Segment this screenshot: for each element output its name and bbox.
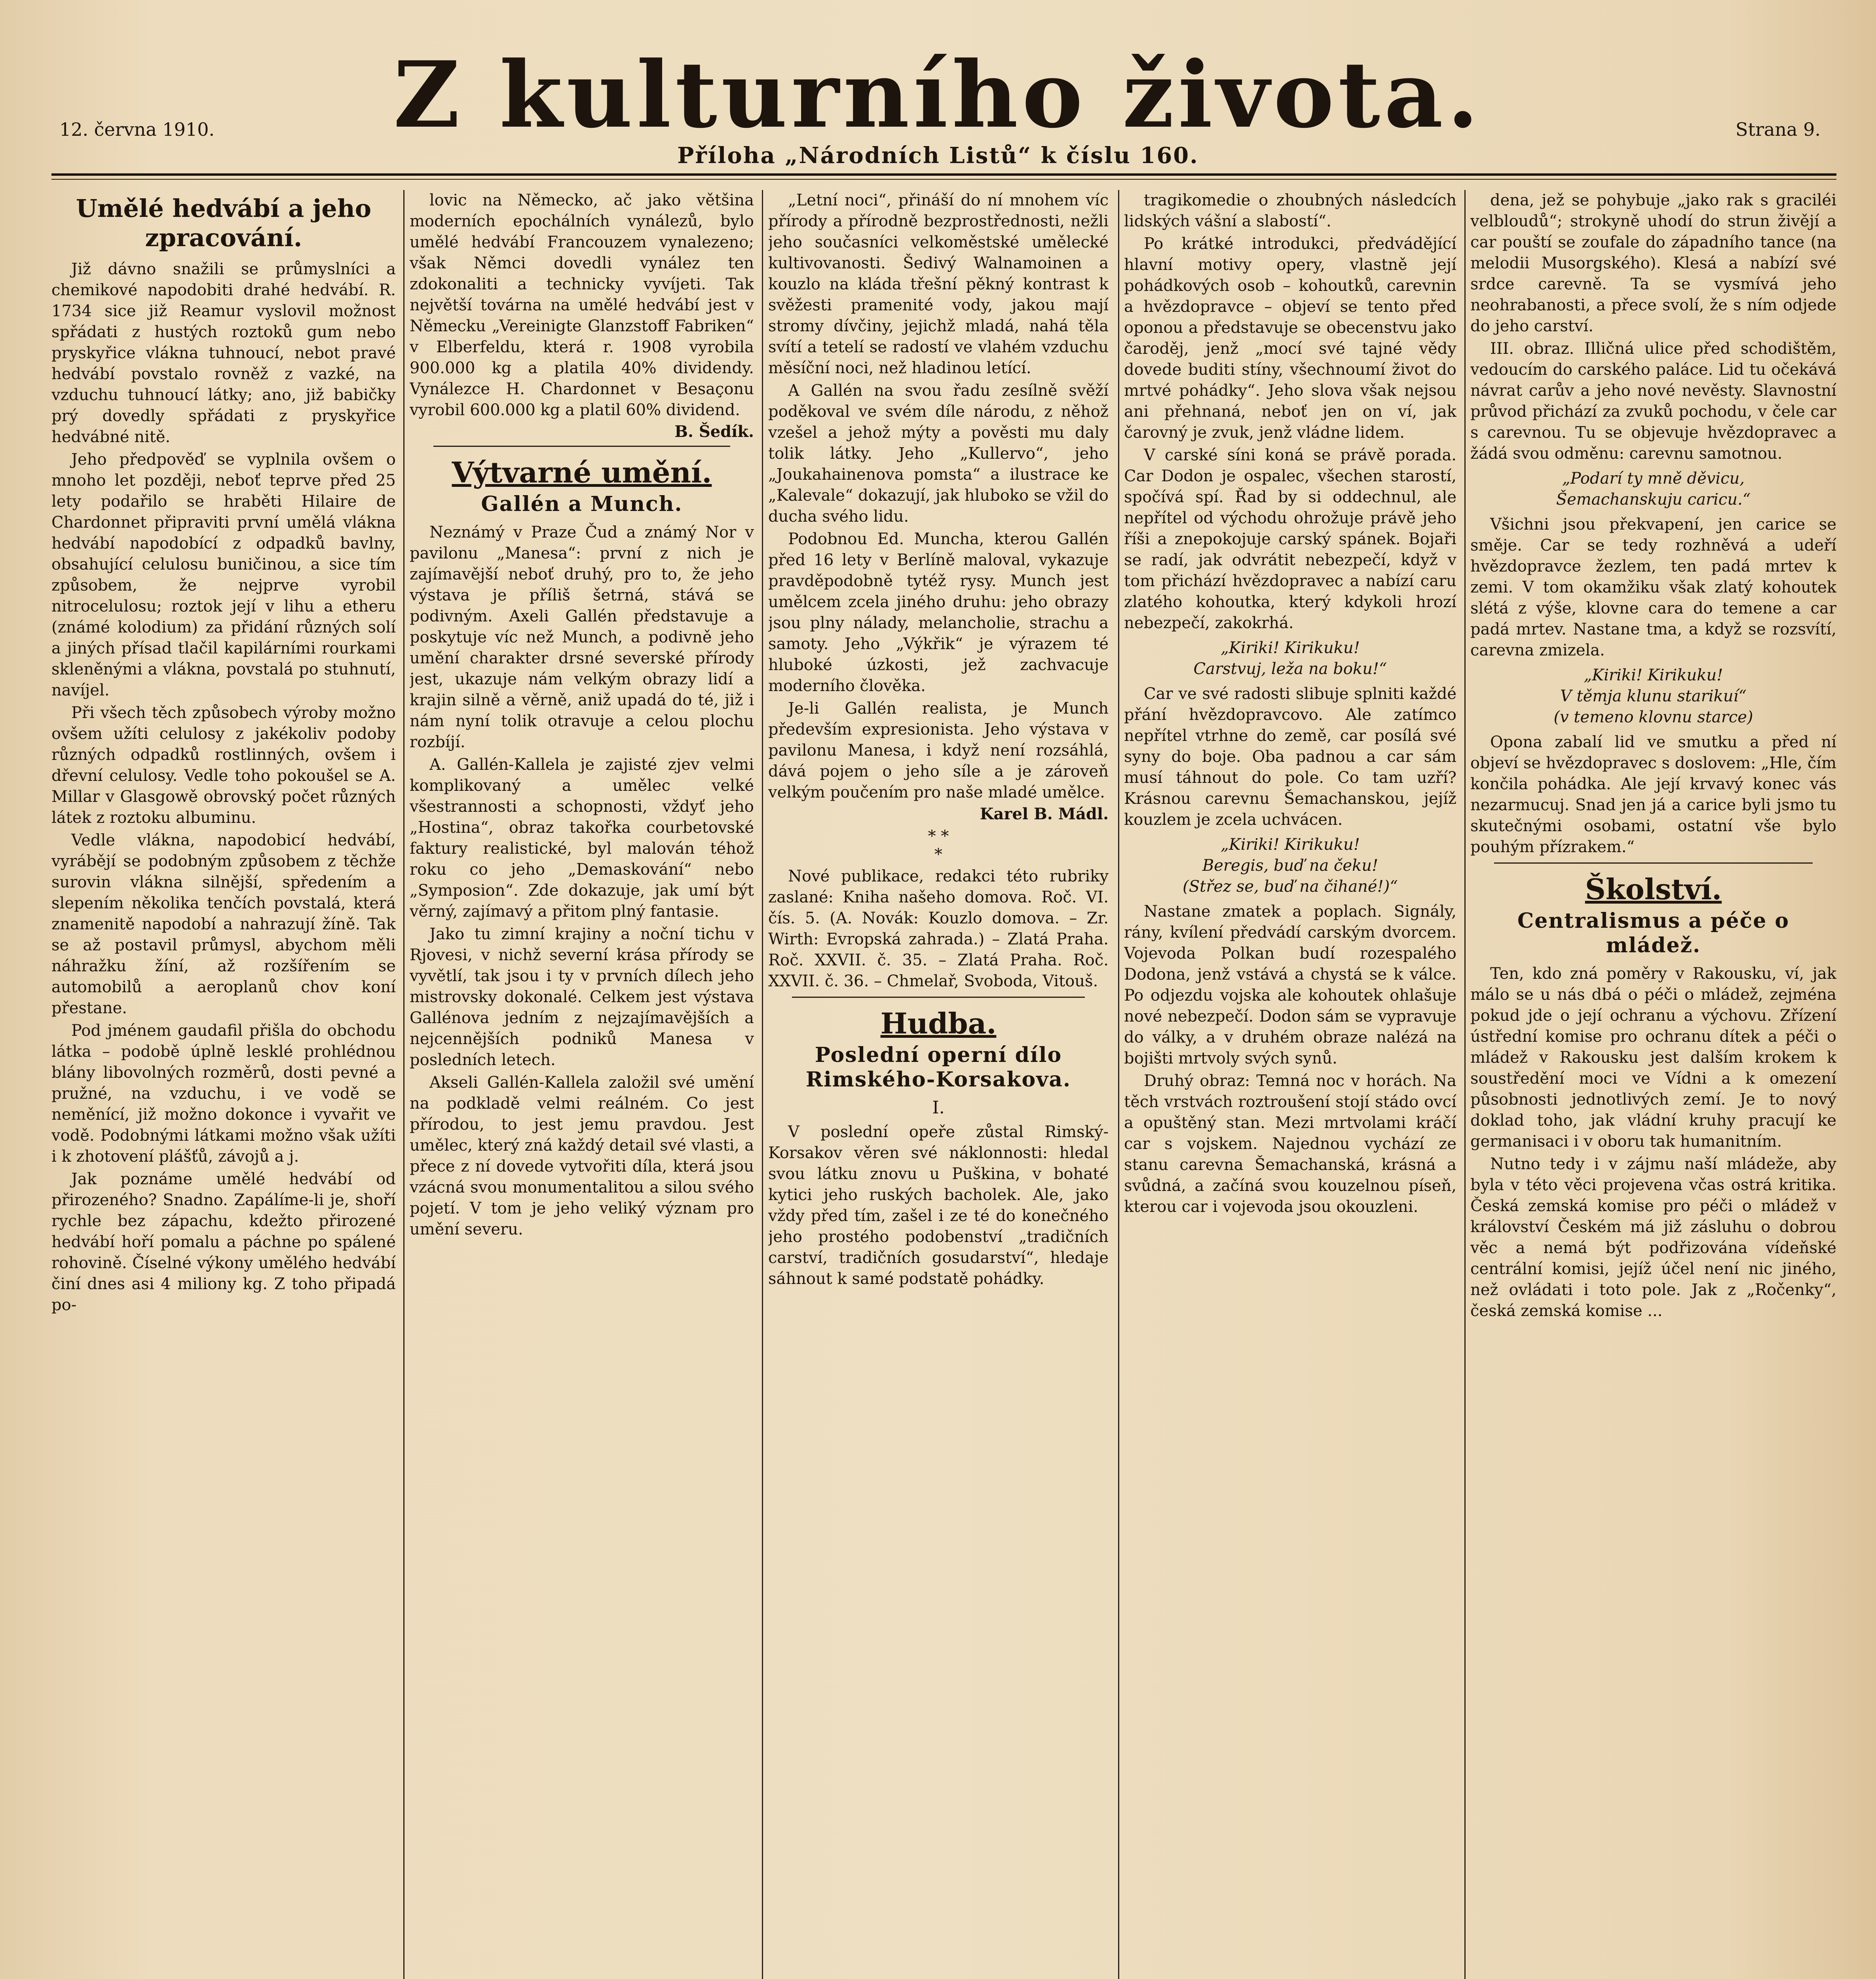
column-4 [1124, 190, 1456, 1979]
article-paragraph: Jeho předpověď se vyplnila ovšem o mnoho let později, neboť teprve před 25 lety podařilo se hraběti Hilaire de Chardonnet připraviti první umělá vlákna hedvábí napodobící z odpadků bavlny, obsahující celulosu buničinou, a sice tím způsobem, že nejprve vyrobil nitrocelulosu; roztok její v lihu a etheru (známé kolodium) za přidání různých solí a jiných přísad tlačil kapilárními rourkami skleněnými a vlákna, povstalá po stuhnutí, navíjel. [51, 450, 396, 699]
section-rule [1494, 862, 1813, 864]
article-paragraph: Podobnou Ed. Muncha, kterou Gallén před 16 lety v Berlíně maloval, vykazuje pravděpodobně tytéž rysy. Munch jest umělcem zcela jiného druhu: jeho obrazy jsou plny nálady, melancholie, strachu a samoty. Jeho „Výkřik“ je výrazem té hluboké úzkosti, jež zachvacuje moderního člověka. [768, 530, 1109, 695]
page-number: Strana 9. [1735, 119, 1821, 140]
article-paragraph: Ten, kdo zná poměry v Rakousku, ví, jak málo se u nás dbá o péči o mládež, zejména pokud jde o její ochranu a výchovu. Zřízení ústřední komise pro ochranu dítek a péči o mládež v Rakousku jest dalším krokem k soustředění moci ve Vídni a k omezení působnosti jednotlivých zemí. Je to nový doklad toho, jak vládní kruhy pracují ke germanisaci i v oboru tak humanitním. [1470, 965, 1836, 1151]
article-paragraph: Při všech těch způsobech výroby možno ovšem užíti celulosy z jakékoliv podoby různých odpadků rostlinných, ovšem i dřevní celulosy. Vedle toho pokoušel se A. Millar v Glasgowě obrovský počet různých látek z roztoku albuminu. [51, 704, 396, 827]
article-paragraph: Opona zabalí lid ve smutku a před ní objeví se hvězdopravec s doslovem: „Hle, čím končila pohádka. Ale její krvavý konec vás nezarmucuj. Snad jen já a carice byli jsmo tu skutečnými osobami, ostatní vše bylo pouhým přízrakem.“ [1470, 733, 1836, 856]
article-subheading: Poslední operní dílo Rimského-Korsakova. [805, 1043, 1071, 1092]
article-paragraph: Neznámý v Praze Čud a známý Nor v pavilonu „Manesa“: první z nich je zajímavější neboť druhý, pro to, že jeho výstava je příliš šetrná, stává se podivným. Axeli Gallén představuje a poskytuje víc než Munch, a podivně jeho umění charakter drsné severské přírody jest, ukazuje nám velkým obrazy lidí a krajin silně a věrně, aniž upadá do té, již i nám nyní tolik otravuje a celou plochu rozbíjí. [410, 523, 754, 751]
section-heading: Výtvarné umění. [452, 456, 712, 489]
article-paragraph: Již dávno snažili se průmyslníci a chemikové napodobiti drahé hedvábí. R. 1734 sice již Reamur vyslovil možnost spřádati z hustých roztoků gum nebo pryskyřice vlákna tuhnoucí, nebot pravé hedvábí povstalo rovněž z vazké, na vzduchu tuhnoucí látky; ano, již babičky prý dovedly spřádati z pryskyřice hedvábné nitě. [51, 260, 396, 446]
article-paragraph: Po krátké introdukci, předvádějící hlavní motivy opery, vlastně její pohádkových osob – kohoutků, carevnin a hvězdopravce – objeví se tento před oponou a představuje se obecenstvu jako čaroděj, jenž „mocí své tajné vědy dovede buditi stíny, všechnoumí život do mrtvé pohádky“. Jeho slova však nejsou ani přehnaná, neboť jen on ví, jak čarovný je zvuk, jenž vládne lidem. [1124, 235, 1456, 442]
article-signature: Karel B. Mádl. [980, 805, 1109, 823]
article-paragraph: Nutno tedy i v zájmu naší mládeže, aby byla v této věci projevena včas ostrá kritika. Česká zemská komise pro péči o mládež v království Českém má již zásluhu o dobrou věc a nemá být podřizována vídeňské centrální komisi, jejíž účel není nic jiného, než ovládati i toto pole. Jak z „Ročenky“, česká zemská komise ... [1470, 1155, 1836, 1320]
article-paragraph: tragikomedie o zhoubných následcích lidských vášní a slabostí“. [1124, 191, 1456, 230]
article-paragraph: Všichni jsou překvapení, jen carice se směje. Car se tedy rozhněvá a udeří hvězdopravce žezlem, ten padá mrtev k zemi. V tom okamžiku však zlatý kohoutek slétá z výše, klovne cara do temene a car padá mrtev. Nastane tma, a když se rozsvítí, carevna zmizela. [1470, 515, 1836, 659]
publications-note: Nové publikace, redakci této rubriky zaslané: Kniha našeho domova. Roč. VI. čís. 5. (A. Novák: Kouzlo domova. – Zr. Wirth: Evropská zahrada.) – Zlatá Praha. Roč. XXVII. č. 35. – Zlatá Praha. Roč. XXVII. č. 36. – Chmelař, Svoboda, Vitouš. [768, 867, 1109, 990]
article-paragraph: Druhý obraz: Temná noc v horách. Na těch vrstvách roztroušení stojí stádo ovcí a opuštěný stan. Mezi mrtvolami kráčí car s vojskem. Najednou vychází ze stanu carevna Šemachanská, krásná a svůdná, a začíná svou kouzelnou píseň, kterou car i vojevoda jsou okouzleni. [1124, 1072, 1456, 1216]
part-number: I. [932, 1098, 945, 1118]
article-paragraph: V carské síni koná se právě porada. Car Dodon je ospalec, všechen starostí, spočívá spí. Řad by si oddechnul, ale nepřítel od východu ohrožuje právě jeho říši a znepokojuje carský spánek. Bojaři se radí, jak odvrátit nebezpečí, když v tom přichází hvězdopravec a nabízí caru zlatého kohoutka, který kdykoli hrozí nebezpečí, zakokrhá. [1124, 446, 1456, 632]
article-subheading: Centralismus a péče o mládež. [1517, 909, 1790, 957]
issue-date: 12. června 1910. [59, 119, 215, 140]
supplement-line: Příloha „Národních Listů“ k číslu 160. [677, 142, 1199, 169]
article-paragraph: Vedle vlákna, napodobicí hedvábí, vyrábějí se podobným způsobem z těchže surovin vlákna silnější, spředením a slepením několika tenčích povstalá, která znamenitě napodobí a nahrazují žíně. Tak se až postavil průmysl, abychom měli náhražku žíní, až rozšířením se automobilů a aeroplanů chov koní přestane. [51, 831, 396, 1017]
article-paragraph: Car ve své radosti slibuje splniti každé přání hvězdopravcovo. Ale zatímco nepřítel vtrhne do země, car posílá své syny do boje. Oba padnou a car sám musí táhnout do pole. Co tam uzří? Krásnou carevnu Šemachanskou, jejíž kouzlem je zcela uchvácen. [1124, 685, 1456, 829]
article-signature: B. Šedík. [674, 422, 754, 441]
article-paragraph: Jako tu zimní krajiny a noční tichu v Rjovesi, v nichž severní krása přírody se vyvětlí, tak jsou i ty v prvních dílech jeho mistrovsky dokonalé. Celkem jest výstava Gallénova jedním z nejzajímavějších a nejcennějších podniků Manesa v posledních letech. [410, 925, 754, 1069]
column-5 [1470, 190, 1836, 1979]
verse-quote: „Kiriki! Kirikuku! Beregis, buď na čeku! (Střez se, buď na čihané!)“ [1183, 836, 1398, 896]
masthead [0, 0, 1876, 186]
masthead-rule-thick [51, 173, 1836, 176]
article-paragraph: III. obraz. Illičná ulice před schodištěm, vedoucím do carského paláce. Lid tu očekává návrat carův a jeho nové nevěsty. Slavnostní průvod přichází za zvuků pochodu, v čele car s carevnou. Tu se objevuje hvězdopravec a žádá svou odměnu: carevnu samotnou. [1470, 340, 1836, 463]
separator-stars: * * * [928, 827, 949, 864]
column-3 [768, 190, 1109, 1979]
article-heading: Umělé hedvábí a jeho zpracování. [76, 194, 372, 252]
article-paragraph: V poslední opeře zůstal Rimský-Korsakov věren své náklonnosti: hledal svou látku znovu u Puškina, v bohaté kytici jeho ruských bacholek. Ale, jako vždy před tím, zašel i ze té do konečného jeho prostého podobenství „tradičních carství, tradičních gosudarství“, hledaje sáhnout k samé podstatě pohádky. [768, 1123, 1109, 1288]
article-paragraph: lovic na Německo, ač jako většina moderních epochálních vynálezů, bylo umělé hedvábí Francouzem vynalezeno; však Němci dovedli vynález ten zdokonaliti a technicky vyvíjeti. Tak největší továrna na umělé hedvábí jest v Německu „Vereinigte Glanzstoff Fabriken“ v Elberfeldu, která r. 1908 vyrobila 900.000 kg a platila 40% dividendy. Vynálezce H. Chardonnet v Besaçonu vyrobil 600.000 kg a platil 60% dividend. [410, 191, 754, 419]
article-subheading: Gallén a Munch. [481, 492, 683, 516]
article-paragraph: A Gallén na svou řadu zesílně svěží poděkoval ve svém díle národu, z něhož vzešel a jehož mýty a pověsti mu daly tolik látky. Jeho „Kullervo“, jeho „Joukahainenova pomsta“ a ilustrace ke „Kalevale“ dokazují, jak hluboko se vžil do ducha svého lidu. [768, 382, 1109, 526]
masthead-rule-thin [51, 179, 1836, 180]
verse-quote: „Kiriki! Kirikuku! Carstvuj, leža na boku!“ [1193, 639, 1387, 678]
columns [51, 190, 1836, 1979]
section-rule [792, 997, 1085, 998]
article-paragraph: Nastane zmatek a poplach. Signály, rány, kvílení předvádí carským dvorcem. Vojevoda Polkan budí rozespalého Dodona, jenž vstává a chystá se k válce. Po odjezdu vojska ale kohoutek ohlašuje nové nebezpečí. Dodon sám se vypravuje do války, a v druhém obraze nalézá na bojišti mrtvoly svých synů. [1124, 902, 1456, 1067]
verse-quote: „Kiriki! Kirikuku! V těmja klunu starikuí“ (v temeno klovnu starce) [1553, 666, 1753, 726]
section-rule [433, 446, 730, 447]
verse-quote: „Podarí ty mně děvicu, Šemachanskuju caricu.“ [1556, 469, 1751, 509]
section-heading: Hudba. [880, 1007, 997, 1040]
column-1 [51, 190, 396, 1979]
article-paragraph: dena, jež se pohybuje „jako rak s graciléi velbloudů“; strokyně uhodí do strun živějí a car pouští se zoufale do západního tance (na melodii Musorgského). Klesá a nabízí své srdce carevně. Ta se vysmívá jeho neohrabanosti, a přece svolí, že s ním odjede do jeho carství. [1470, 191, 1836, 335]
article-paragraph: Jak poznáme umělé hedvábí od přirozeného? Snadno. Zapálíme-li je, shoří rychle bez zápachu, kdežto přirozené hedvábí hoří pomalu a páchne po spálené rohovině. Číselné výkony umělého hedvábí činí dnes asi 4 miliony kg. Z toho připadá po- [51, 1170, 396, 1314]
article-paragraph: „Letní noci“, přináší do ní mnohem víc přírody a přírodně bezprostřednosti, nežli jeho současníci velkoměstské umělecké kultivovanosti. Šedivý Walnamoinen a kouzlo na kláda třešní pěkný kontrast k svěžesti pramenité vody, jakou mají stromy dívčiny, jejichž mladá, nahá těla svítí a tetelí se radostí ve vlahém vzduchu měsíční noci, než hladinou letící. [768, 191, 1109, 377]
page-title: Z kulturního života. [393, 42, 1483, 148]
article-paragraph: A. Gallén-Kallela je zajisté zjev velmi komplikovaný a umělec velké všestrannosti a schopnosti, vždyť jeho „Hostina“, obraz takořka courbetovské faktury realistické, byl malován téhož roku co jeho „Demaskování“ nebo „Symposion“. Zde dokazuje, jak umí být věrný, zajímavý a přitom plný fantasie. [410, 756, 754, 921]
article-paragraph: Pod jménem gaudafil přišla do obchodu látka – podobě úplně lesklé prohlédnou blány libovolných rozměrů, dosti pevné a pružné, na vzduchu, i ve vodě se neměnící, již možno dokonce i vyvařit ve vodě. Podobnými látkami možno však užíti i k zhotovení plášťů, závojů a j. [51, 1022, 396, 1166]
article-paragraph: Je-li Gallén realista, je Munch především expresionista. Jeho výstava v pavilonu Manesa, i když není rozsáhlá, dává pojem o jeho síle a je zároveň velkým poučením pro naše mladé umělce. [768, 699, 1109, 801]
column-2 [410, 190, 754, 1979]
section-heading: Školství. [1585, 872, 1722, 906]
article-paragraph: Akseli Gallén-Kallela založil své umění na podkladě velmi reálném. Co jest přírodou, to jest jemu pravdou. Jest umělec, který zná každý detail své vlasti, a přece z ní dovede vytvořiti díla, která jsou vzácná svou monumentalitou a silou svého pojetí. V tom je jeho veliký význam pro umění severu. [410, 1073, 754, 1238]
